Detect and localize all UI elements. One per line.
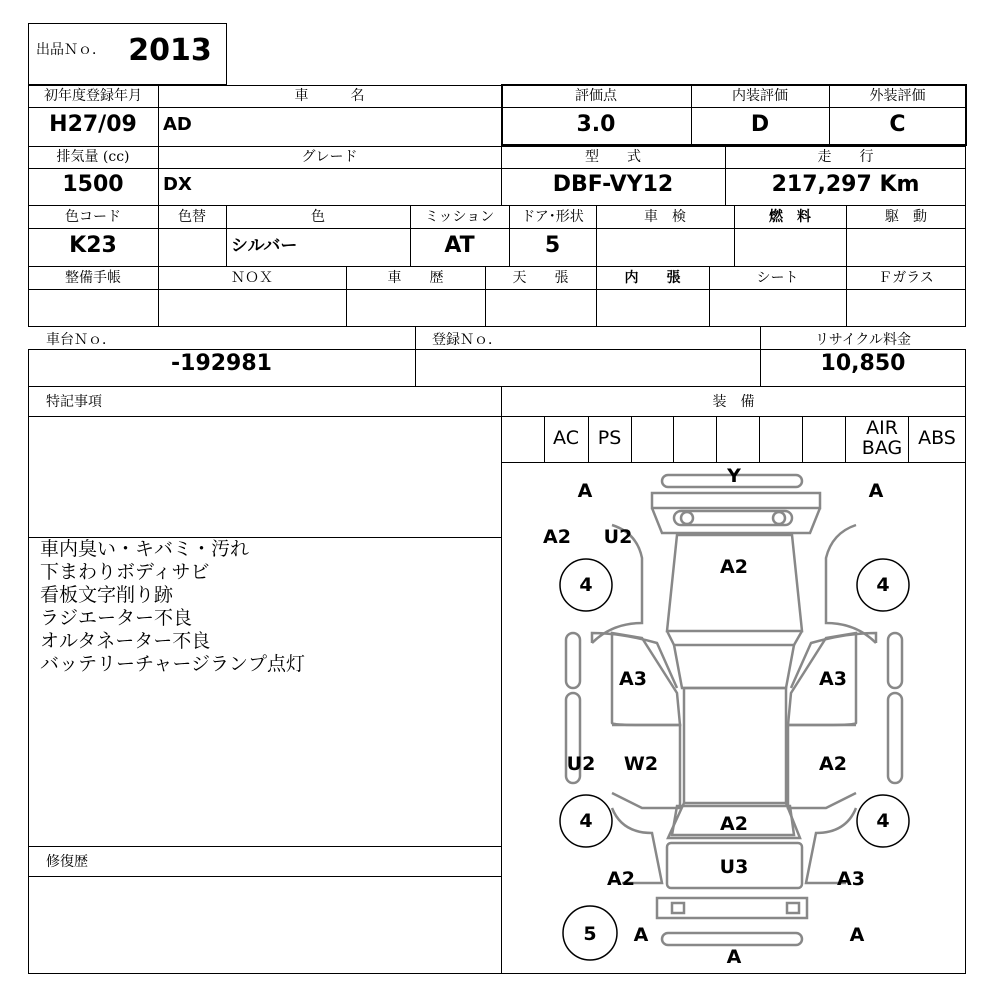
recycle-label: リサイクル料金 xyxy=(814,332,912,348)
mission-label: ミッション xyxy=(424,209,495,225)
fuel-label: 燃 料 xyxy=(769,209,811,225)
name-value: AD xyxy=(163,114,192,135)
grade-value: DX xyxy=(163,174,192,195)
name-label: 車 名 xyxy=(294,88,365,104)
interior-score-label: 内装評価 xyxy=(732,88,788,104)
grade-label: グレード xyxy=(301,149,358,165)
colorcode-label: 色コード xyxy=(65,209,121,225)
mark-rear-left-quarter: A2 xyxy=(607,868,635,890)
score-value: 3.0 xyxy=(576,112,616,137)
mark-left-rear-door-u: U2 xyxy=(566,753,596,775)
exterior-score-value: C xyxy=(889,112,906,137)
remark-note: オルタネーター不良 xyxy=(40,630,211,652)
displacement-label: 排気量 (cc) xyxy=(56,149,130,165)
mark-front-bumper: Y xyxy=(727,465,741,487)
chassis-value: -192981 xyxy=(171,351,272,376)
exterior-score-label: 外装評価 xyxy=(869,88,926,104)
mark-rear-left-corner: A xyxy=(633,924,649,946)
recycle-value: 10,850 xyxy=(820,351,906,376)
reg-label: 初年度登録年月 xyxy=(44,88,142,104)
mark-spare-tire: 5 xyxy=(583,923,597,945)
remarks-label: 特記事項 xyxy=(46,394,102,410)
nox-label: ＮＯＸ xyxy=(231,270,273,286)
mark-tailgate: U3 xyxy=(719,856,749,878)
mark-left-rear-door-w: W2 xyxy=(623,753,659,775)
mark-tire-fr: 4 xyxy=(876,574,890,596)
door-value: 5 xyxy=(544,233,561,258)
mark-rear-bumper: A xyxy=(726,946,742,968)
mileage-value: 217,297 Km xyxy=(771,172,920,197)
mark-tire-fl: 4 xyxy=(579,574,593,596)
model-label: 型 式 xyxy=(585,149,641,165)
equipment-label: 装 備 xyxy=(712,394,755,410)
equipment-ac: AC xyxy=(553,427,579,449)
mark-front-left-fender2: U2 xyxy=(603,526,633,548)
lot-label: 出品Ｎｏ． xyxy=(36,42,106,58)
mission-value: AT xyxy=(444,233,475,258)
mark-right-front-door: A3 xyxy=(819,668,847,690)
interior-trim-label: 内 張 xyxy=(624,270,681,286)
equipment-abs: ABS xyxy=(918,427,956,449)
history-label: 車 歴 xyxy=(387,270,444,286)
color-label: 色 xyxy=(311,209,325,225)
equipment-ps: PS xyxy=(597,427,622,449)
mark-tire-rr: 4 xyxy=(876,810,890,832)
ceiling-label: 天 張 xyxy=(512,270,569,286)
mileage-label: 走 行 xyxy=(817,149,874,165)
mark-front-right-corner: A xyxy=(868,480,884,502)
reg-value: H27/09 xyxy=(49,112,137,137)
mark-hood: A2 xyxy=(720,556,748,578)
chassis-label: 車台Ｎｏ． xyxy=(46,332,116,348)
equipment-airbag: AIR BAG xyxy=(861,417,903,459)
interior-score-value: D xyxy=(750,112,770,137)
model-value: DBF-VY12 xyxy=(552,172,674,197)
score-label: 評価点 xyxy=(575,88,617,104)
remark-note: バッテリーチャージランプ点灯 xyxy=(40,653,306,675)
regno-label: 登録Ｎｏ． xyxy=(432,332,502,348)
mark-rear-right-quarter: A3 xyxy=(837,868,865,890)
colorchange-label: 色替 xyxy=(178,209,206,225)
mark-roof-rear: A2 xyxy=(720,813,748,835)
colorcode-value: K23 xyxy=(69,233,117,258)
remark-note: 車内臭い・キバミ・汚れ xyxy=(40,538,250,560)
mark-rear-right-corner: A xyxy=(849,924,865,946)
maint-label: 整備手帳 xyxy=(65,270,121,286)
repair-history-label: 修復歴 xyxy=(46,854,88,870)
fglass-label: Ｆガラス xyxy=(878,270,934,286)
remark-note: ラジエーター不良 xyxy=(40,607,193,629)
remark-note: 看板文字削り跡 xyxy=(40,584,174,606)
mark-front-left-fender: A2 xyxy=(543,526,571,548)
inspection-label: 車 検 xyxy=(644,209,686,225)
lot-number: 2013 xyxy=(128,33,212,68)
remark-note: 下まわりボディサビ xyxy=(40,561,210,583)
drive-label: 駆 動 xyxy=(885,209,927,225)
mark-front-left-corner: A xyxy=(577,480,593,502)
color-value: シルバー xyxy=(231,236,298,256)
displacement-value: 1500 xyxy=(62,172,124,197)
mark-right-rear-door: A2 xyxy=(819,753,847,775)
door-label: ドア･形状 xyxy=(521,209,584,225)
car-diagram xyxy=(502,463,966,973)
mark-left-front-door: A3 xyxy=(619,668,647,690)
seat-label: シート xyxy=(756,270,799,286)
mark-tire-rl: 4 xyxy=(579,810,593,832)
